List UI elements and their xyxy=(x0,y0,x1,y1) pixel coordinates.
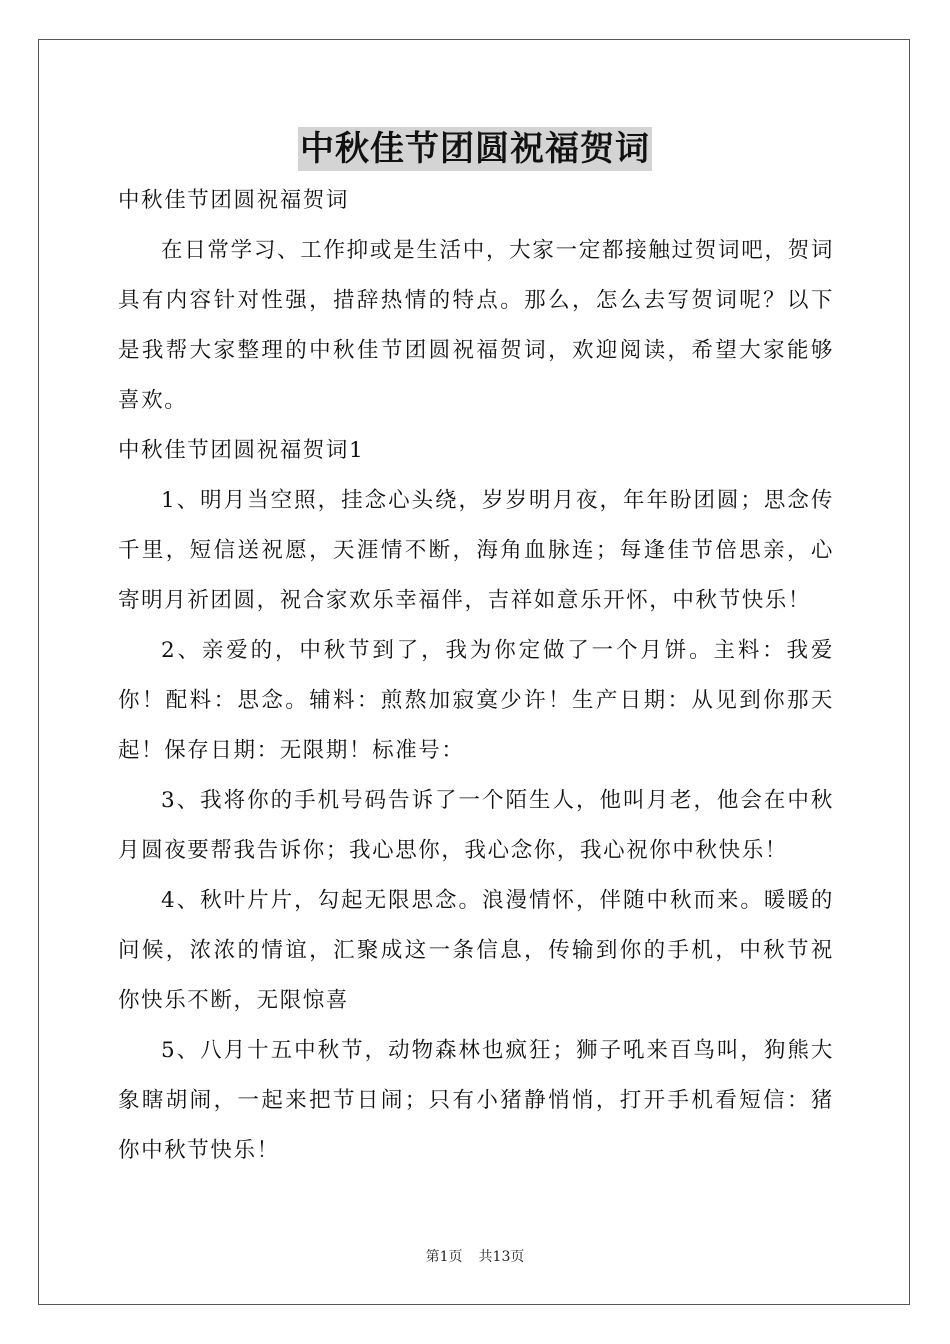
section-heading: 中秋佳节团圆祝福贺词1 xyxy=(118,438,365,463)
total-pages: 共13页 xyxy=(478,1249,525,1265)
greeting-item-5: 5、八月十五中秋节，动物森林也疯狂；狮子吼来百鸟叫，狗熊大象瞎胡闹，一起来把节日闹；只有小猪静悄悄，打开手机看短信：猪你中秋节快乐！ xyxy=(118,1038,834,1163)
greeting-item-3: 3、我将你的手机号码告诉了一个陌生人，他叫月老，他会在中秋月圆夜要帮我告诉你；我心思你，我心念你，我心祝你中秋快乐！ xyxy=(118,788,834,863)
document-title xyxy=(0,124,950,174)
page-footer xyxy=(0,1247,950,1267)
greeting-item-4: 4、秋叶片片，勾起无限思念。浪漫情怀，伴随中秋而来。暖暖的问候，浓浓的情谊，汇聚成这一条信息，传输到你的手机，中秋节祝你快乐不断，无限惊喜 xyxy=(118,888,834,1013)
page-number: 第1页 xyxy=(425,1249,463,1265)
intro-paragraph: 在日常学习、工作抑或是生活中，大家一定都接触过贺词吧，贺词具有内容针对性强，措辞热情的特点。那么，怎么去写贺词呢？以下是我帮大家整理的中秋佳节团圆祝福贺词，欢迎阅读，希望大家能够喜欢。 xyxy=(118,238,834,413)
greeting-item-1: 1、明月当空照，挂念心头绕，岁岁明月夜，年年盼团圆；思念传千里，短信送祝愿，天涯情不断，海角血脉连；每逢佳节倍思亲，心寄明月祈团圆，祝合家欢乐幸福伴，吉祥如意乐开怀，中秋节快乐！ xyxy=(118,488,834,613)
greeting-item-2: 2、亲爱的，中秋节到了，我为你定做了一个月饼。主料：我爱你！配料：思念。辅料：煎熬加寂寞少许！生产日期：从见到你那天起！保存日期：无限期！标准号： xyxy=(118,638,834,763)
subtitle: 中秋佳节团圆祝福贺词 xyxy=(118,188,350,213)
document-title-text: 中秋佳节团圆祝福贺词 xyxy=(300,129,650,169)
document-body xyxy=(118,176,834,1176)
